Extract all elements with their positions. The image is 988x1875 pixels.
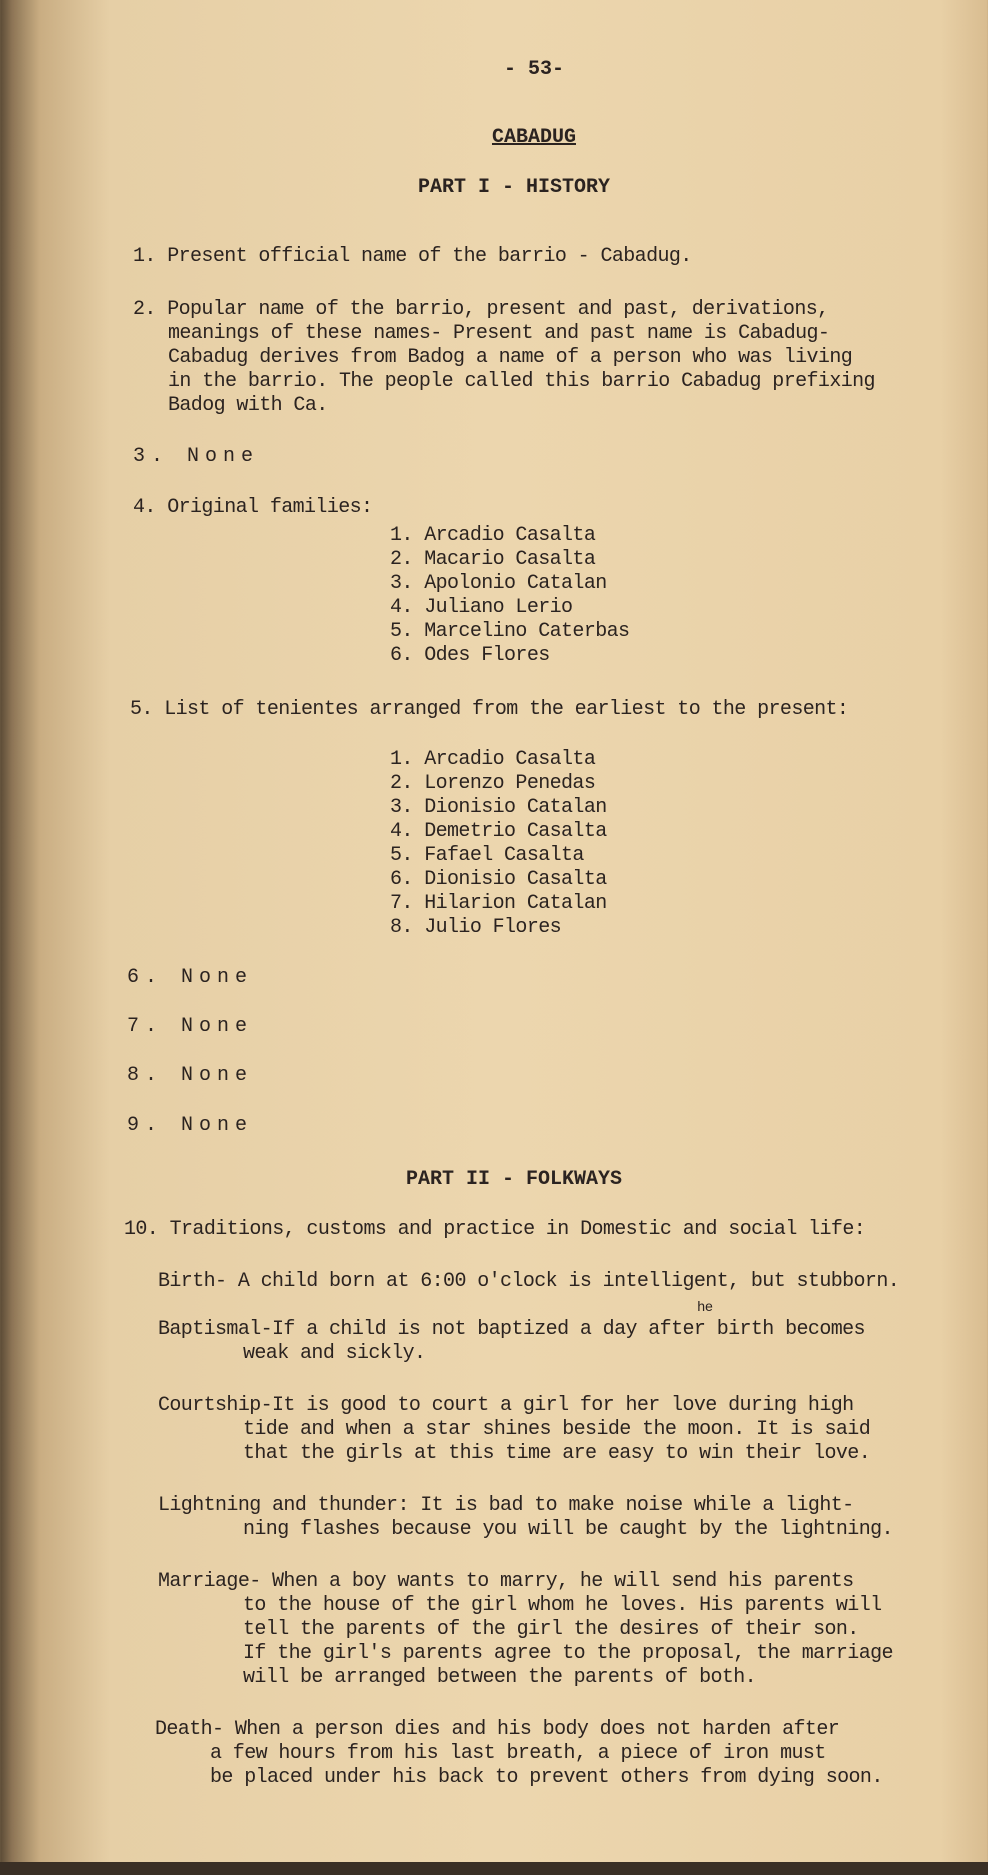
family-entry: 2. Macario Casalta [390, 548, 596, 571]
baptismal-text: weak and sickly. [243, 1342, 426, 1365]
part1-heading: PART I - HISTORY [417, 176, 611, 199]
item-6: 6. None [127, 966, 254, 989]
item-10: 10. Traditions, customs and practice in Domestic and social life: [124, 1218, 866, 1241]
family-entry: 4. Juliano Lerio [390, 596, 573, 619]
teniente-entry: 5. Fafael Casalta [390, 844, 584, 867]
death-text: a few hours from his last breath, a piece of iron must [210, 1742, 826, 1765]
family-entry: 1. Arcadio Casalta [390, 524, 596, 547]
family-entry: 5. Marcelino Caterbas [390, 620, 630, 643]
item-5: 5. List of tenientes arranged from the earliest to the present: [130, 698, 849, 721]
courtship-text: that the girls at this time are easy to win their love. [243, 1442, 871, 1465]
item-4: 4. Original families: [133, 496, 373, 519]
teniente-entry: 2. Lorenzo Penedas [390, 772, 596, 795]
page-number: - 53- [503, 58, 564, 81]
teniente-entry: 7. Hilarion Catalan [390, 892, 607, 915]
birth-text: Birth- A child born at 6:00 o'clock is intelligent, but stubborn. [158, 1270, 900, 1293]
item-2-line: Cabadug derives from Badog a name of a person who was living [168, 346, 853, 369]
marriage-text: will be arranged between the parents of both. [243, 1666, 757, 1689]
marriage-text: tell the parents of the girl the desires of their son. [243, 1618, 859, 1641]
marriage-text: to the house of the girl whom he loves. His parents will [243, 1594, 882, 1617]
baptismal-text: Baptismal-If a child is not baptized a day after birth becomes [158, 1318, 865, 1341]
item-2-line: in the barrio. The people called this barrio Cabadug prefixing [168, 370, 875, 393]
page-bottom-edge [0, 1862, 988, 1875]
death-text: be placed under his back to prevent others from dying soon. [210, 1766, 883, 1789]
teniente-entry: 6. Dionisio Casalta [390, 868, 607, 891]
family-entry: 6. Odes Flores [390, 644, 550, 667]
inserted-word: he [697, 1300, 713, 1316]
item-9: 9. None [127, 1114, 254, 1137]
item-8: 8. None [127, 1064, 254, 1087]
marriage-text: Marriage- When a boy wants to marry, he will send his parents [158, 1570, 854, 1593]
marriage-text: If the girl's parents agree to the proposal, the marriage [243, 1642, 893, 1665]
courtship-text: Courtship-It is good to court a girl for her love during high [158, 1394, 854, 1417]
courtship-text: tide and when a star shines beside the moon. It is said [243, 1418, 871, 1441]
teniente-entry: 1. Arcadio Casalta [390, 748, 596, 771]
item-7: 7. None [127, 1015, 254, 1038]
item-2-line: Badog with Ca. [168, 394, 328, 417]
item-2-line: meanings of these names- Present and past name is Cabadug- [168, 322, 830, 345]
death-text: Death- When a person dies and his body does not harden after [155, 1718, 840, 1741]
teniente-entry: 4. Demetrio Casalta [390, 820, 607, 843]
family-entry: 3. Apolonio Catalan [390, 572, 607, 595]
lightning-text: Lightning and thunder: It is bad to make noise while a light- [158, 1494, 854, 1517]
teniente-entry: 3. Dionisio Catalan [390, 796, 607, 819]
teniente-entry: 8. Julio Flores [390, 916, 562, 939]
item-1: 1. Present official name of the barrio - Cabadug. [133, 245, 692, 268]
page-title: CABADUG [491, 126, 576, 149]
part2-heading: PART II - FOLKWAYS [405, 1168, 623, 1191]
lightning-text: ning flashes because you will be caught by the lightning. [243, 1518, 893, 1541]
item-2-line: 2. Popular name of the barrio, present and past, derivations, [133, 298, 829, 321]
item-3: 3. None [133, 445, 260, 468]
